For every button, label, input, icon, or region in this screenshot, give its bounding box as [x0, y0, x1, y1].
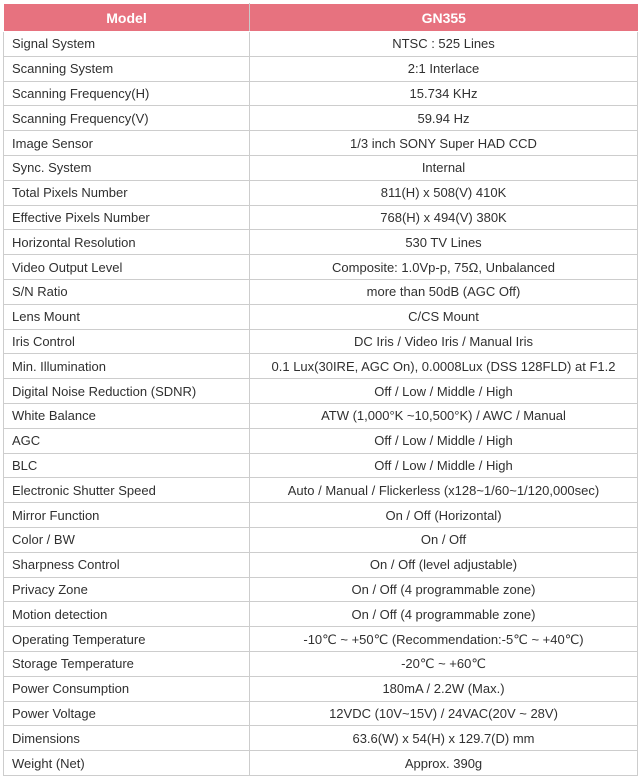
- spec-value: 59.94 Hz: [250, 106, 638, 131]
- spec-value: Approx. 390g: [250, 751, 638, 776]
- spec-label: Storage Temperature: [4, 651, 250, 676]
- table-row: [4, 106, 638, 131]
- spec-value: -10℃ ~ +50℃ (Recommendation:-5℃ ~ +40℃): [250, 627, 638, 652]
- table-row: [4, 155, 638, 180]
- spec-label: Sharpness Control: [4, 552, 250, 577]
- spec-label: Scanning System: [4, 56, 250, 81]
- spec-value: Internal: [250, 155, 638, 180]
- spec-value: 530 TV Lines: [250, 230, 638, 255]
- spec-value: On / Off (4 programmable zone): [250, 577, 638, 602]
- spec-label: Power Voltage: [4, 701, 250, 726]
- table-row: [4, 56, 638, 81]
- table-row: [4, 428, 638, 453]
- spec-value: On / Off (4 programmable zone): [250, 602, 638, 627]
- table-row: [4, 230, 638, 255]
- spec-value: 0.1 Lux(30IRE, AGC On), 0.0008Lux (DSS 128FLD) at F1.2: [250, 354, 638, 379]
- spec-value: more than 50dB (AGC Off): [250, 279, 638, 304]
- table-row: [4, 255, 638, 280]
- spec-label: Scanning Frequency(V): [4, 106, 250, 131]
- spec-label: Scanning Frequency(H): [4, 81, 250, 106]
- table-row: [4, 304, 638, 329]
- table-row: [4, 32, 638, 57]
- header-row: [4, 4, 638, 32]
- table-row: [4, 527, 638, 552]
- spec-label: Weight (Net): [4, 751, 250, 776]
- spec-label: Mirror Function: [4, 503, 250, 528]
- table-row: [4, 205, 638, 230]
- spec-label: Signal System: [4, 32, 250, 57]
- spec-value: DC Iris / Video Iris / Manual Iris: [250, 329, 638, 354]
- spec-label: Min. Illumination: [4, 354, 250, 379]
- spec-label: Electronic Shutter Speed: [4, 478, 250, 503]
- spec-value: 180mA / 2.2W (Max.): [250, 676, 638, 701]
- table-row: [4, 726, 638, 751]
- table-row: [4, 379, 638, 404]
- spec-label: Total Pixels Number: [4, 180, 250, 205]
- table-row: [4, 577, 638, 602]
- table-row: [4, 354, 638, 379]
- spec-value: 768(H) x 494(V) 380K: [250, 205, 638, 230]
- model-header-label: Model: [4, 4, 250, 32]
- table-row: [4, 751, 638, 776]
- spec-label: Horizontal Resolution: [4, 230, 250, 255]
- table-row: [4, 329, 638, 354]
- spec-label: Sync. System: [4, 155, 250, 180]
- spec-label: Iris Control: [4, 329, 250, 354]
- table-row: [4, 453, 638, 478]
- spec-value: 811(H) x 508(V) 410K: [250, 180, 638, 205]
- spec-value: Composite: 1.0Vp-p, 75Ω, Unbalanced: [250, 255, 638, 280]
- table-row: [4, 701, 638, 726]
- table-row: [4, 651, 638, 676]
- spec-label: Privacy Zone: [4, 577, 250, 602]
- table-row: [4, 602, 638, 627]
- spec-value: 15.734 KHz: [250, 81, 638, 106]
- spec-value: C/CS Mount: [250, 304, 638, 329]
- model-header-value: GN355: [250, 4, 638, 32]
- spec-label: Effective Pixels Number: [4, 205, 250, 230]
- spec-label: Video Output Level: [4, 255, 250, 280]
- spec-value: 63.6(W) x 54(H) x 129.7(D) mm: [250, 726, 638, 751]
- spec-value: -20℃ ~ +60℃: [250, 651, 638, 676]
- table-row: [4, 81, 638, 106]
- table-row: [4, 503, 638, 528]
- table-row: [4, 478, 638, 503]
- spec-table: [3, 3, 638, 776]
- spec-value: Off / Low / Middle / High: [250, 453, 638, 478]
- spec-label: Image Sensor: [4, 131, 250, 156]
- spec-value: Auto / Manual / Flickerless (x128~1/60~1/120,000sec): [250, 478, 638, 503]
- table-row: [4, 552, 638, 577]
- spec-label: Operating Temperature: [4, 627, 250, 652]
- spec-label: AGC: [4, 428, 250, 453]
- spec-value: NTSC : 525 Lines: [250, 32, 638, 57]
- spec-value: On / Off: [250, 527, 638, 552]
- spec-label: Motion detection: [4, 602, 250, 627]
- spec-value: 2:1 Interlace: [250, 56, 638, 81]
- table-row: [4, 131, 638, 156]
- table-row: [4, 627, 638, 652]
- spec-label: Digital Noise Reduction (SDNR): [4, 379, 250, 404]
- spec-label: White Balance: [4, 403, 250, 428]
- table-row: [4, 403, 638, 428]
- spec-value: ATW (1,000°K ~10,500°K) / AWC / Manual: [250, 403, 638, 428]
- spec-label: S/N Ratio: [4, 279, 250, 304]
- spec-value: 1/3 inch SONY Super HAD CCD: [250, 131, 638, 156]
- table-row: [4, 676, 638, 701]
- spec-value: On / Off (Horizontal): [250, 503, 638, 528]
- spec-label: Dimensions: [4, 726, 250, 751]
- spec-label: Color / BW: [4, 527, 250, 552]
- spec-body: [4, 32, 638, 776]
- table-row: [4, 279, 638, 304]
- spec-label: Power Consumption: [4, 676, 250, 701]
- table-row: [4, 180, 638, 205]
- spec-value: Off / Low / Middle / High: [250, 379, 638, 404]
- spec-value: 12VDC (10V~15V) / 24VAC(20V ~ 28V): [250, 701, 638, 726]
- spec-value: Off / Low / Middle / High: [250, 428, 638, 453]
- spec-value: On / Off (level adjustable): [250, 552, 638, 577]
- spec-label: BLC: [4, 453, 250, 478]
- spec-label: Lens Mount: [4, 304, 250, 329]
